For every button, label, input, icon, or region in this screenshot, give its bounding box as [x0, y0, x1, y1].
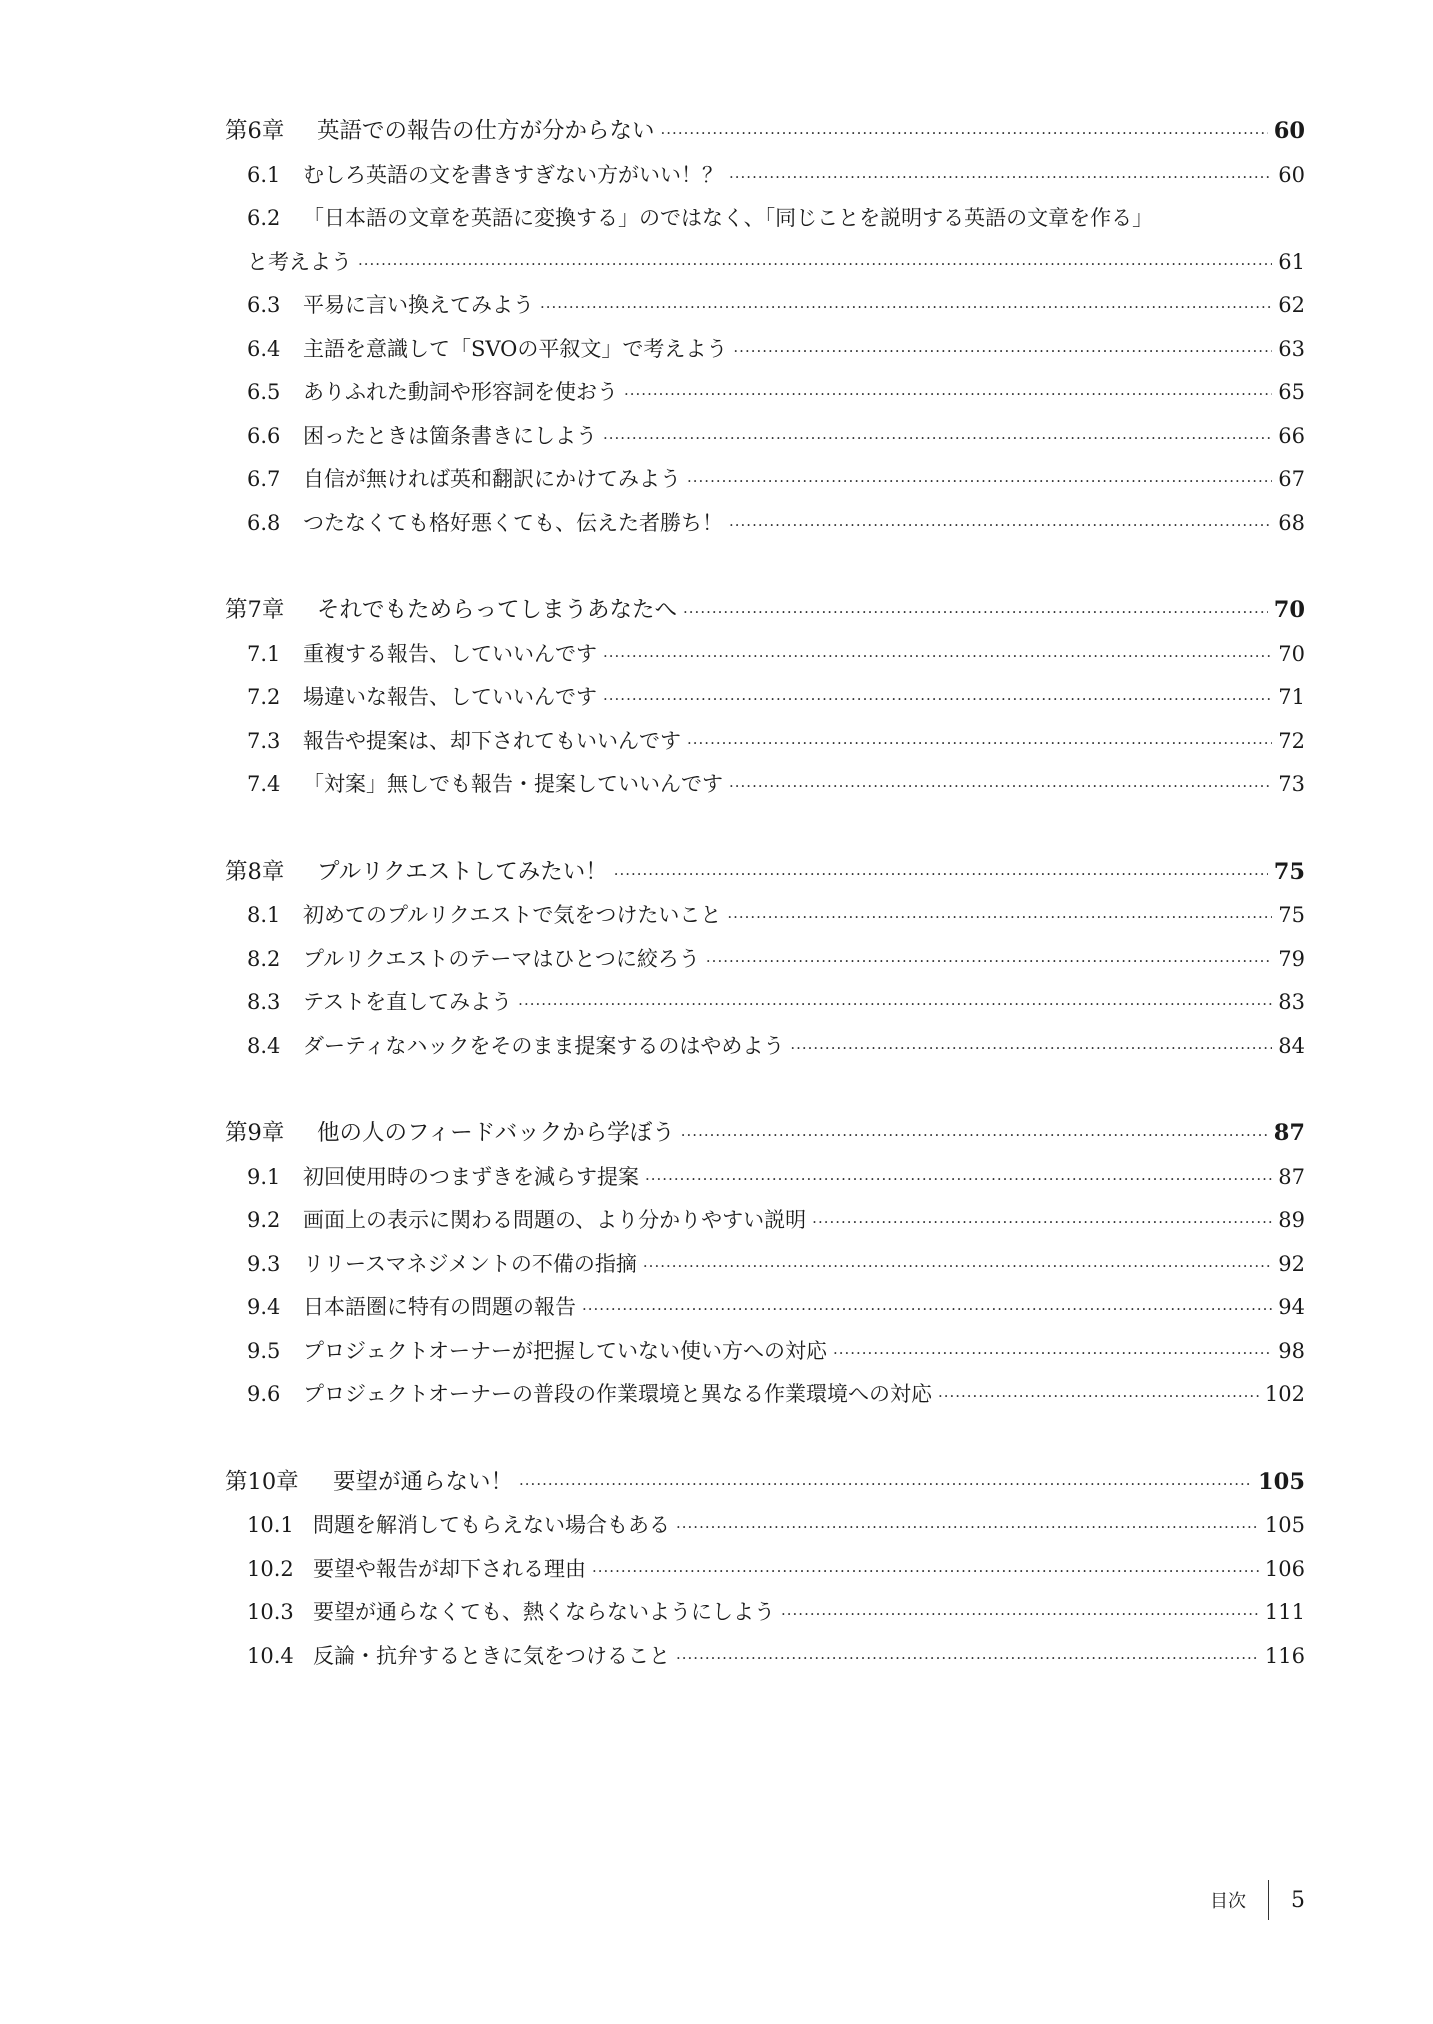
chapter-number: 第7章	[225, 597, 285, 623]
footer-label: 目次	[1210, 1891, 1246, 1912]
section-number: 6.7	[247, 467, 281, 491]
leader-dots	[781, 1593, 1259, 1637]
page-number: 66	[1278, 423, 1305, 448]
leader-dots	[603, 678, 1272, 722]
section-title: 初めてのプルリクエストで気をつけたいこと	[303, 903, 722, 927]
section-entry[interactable]	[225, 1243, 1305, 1287]
section-entry[interactable]	[225, 1286, 1305, 1330]
leader-dots	[727, 896, 1272, 940]
chapter-title: 要望が通らない！	[333, 1468, 514, 1495]
section-entry-continuation[interactable]	[225, 241, 1305, 285]
leader-dots	[676, 1637, 1259, 1681]
leader-dots	[729, 504, 1272, 548]
section-number: 6.1	[247, 162, 281, 187]
page-number: 68	[1278, 510, 1305, 535]
page-number: 87	[1278, 1164, 1305, 1189]
section-entry[interactable]	[225, 981, 1305, 1025]
page-number: 87	[1273, 1120, 1305, 1146]
page-number: 83	[1278, 990, 1305, 1014]
section-title: 日本語圏に特有の問題の報告	[303, 1295, 576, 1319]
leader-dots	[519, 1463, 1252, 1507]
leader-dots	[790, 1027, 1272, 1071]
section-title: つたなくても格好悪くても、伝えた者勝ち！	[303, 510, 723, 535]
chapter-title: それでもためらってしまうあなたへ	[317, 597, 678, 623]
page-number: 105	[1258, 1468, 1305, 1495]
section-entry[interactable]	[225, 1504, 1305, 1548]
section-title: 困ったときは箇条書きにしよう	[303, 423, 597, 448]
leader-dots	[729, 765, 1272, 809]
page-number: 72	[1278, 728, 1305, 753]
section-number: 10.3	[247, 1600, 294, 1624]
section-number: 9.1	[247, 1164, 281, 1189]
section-title: ダーティなハックをそのまま提案するのはやめよう	[303, 1033, 785, 1058]
section-title: 問題を解消してもらえない場合もある	[313, 1513, 670, 1537]
chapter-title: 英語での報告の仕方が分からない	[317, 118, 655, 144]
page-number: 70	[1273, 597, 1305, 623]
page-number: 62	[1278, 293, 1305, 317]
leader-dots	[938, 1375, 1259, 1419]
section-title: 「対案」無しでも報告・提案していいんです	[303, 772, 723, 796]
section-number: 8.2	[247, 946, 281, 971]
section-entry[interactable]	[225, 415, 1305, 459]
section-title: 主語を意識して「SVOの平叙文」で考えよう	[303, 336, 728, 361]
chapter-block	[225, 851, 1305, 1069]
section-entry[interactable]	[225, 1548, 1305, 1592]
leader-dots	[661, 112, 1268, 156]
section-title: 要望が通らなくても、熱くならないようにしよう	[313, 1600, 775, 1624]
chapter-block	[225, 110, 1305, 545]
section-title: 画面上の表示に関わる問題の、より分かりやすい説明	[303, 1208, 807, 1232]
section-entry[interactable]	[225, 1156, 1305, 1200]
section-entry[interactable]	[225, 328, 1305, 372]
page-number: 67	[1278, 467, 1305, 491]
leader-dots	[729, 156, 1272, 200]
section-entry[interactable]	[225, 1635, 1305, 1679]
chapter-number: 第8章	[225, 858, 285, 885]
footer-divider	[1268, 1880, 1269, 1920]
leader-dots	[603, 635, 1272, 679]
page-number: 75	[1278, 903, 1305, 927]
leader-dots	[614, 853, 1268, 897]
leader-dots	[706, 940, 1272, 984]
page-footer	[1210, 1880, 1305, 1920]
page-number: 79	[1278, 946, 1305, 971]
leader-dots	[603, 417, 1272, 461]
section-title: むしろ英語の文を書きすぎない方がいい！？	[303, 162, 723, 187]
leader-dots	[812, 1201, 1272, 1245]
page-number: 116	[1264, 1643, 1305, 1668]
leader-dots	[681, 1114, 1268, 1158]
section-number: 8.4	[247, 1033, 281, 1058]
section-number: 8.1	[247, 903, 281, 927]
section-title: 初回使用時のつまずきを減らす提案	[303, 1164, 639, 1189]
section-entry[interactable]	[225, 284, 1305, 328]
chapter-heading[interactable]	[225, 589, 1305, 633]
leader-dots	[676, 1506, 1259, 1550]
chapter-heading[interactable]	[225, 1461, 1305, 1505]
chapter-number: 第6章	[225, 118, 285, 144]
section-number: 7.3	[247, 728, 281, 753]
page-number: 102	[1264, 1382, 1305, 1406]
page-number: 60	[1273, 118, 1305, 144]
page-number: 106	[1264, 1556, 1305, 1581]
folio-page-number: 5	[1291, 1887, 1305, 1913]
section-number: 7.1	[247, 641, 281, 666]
section-number: 9.3	[247, 1251, 281, 1276]
leader-dots	[643, 1245, 1272, 1289]
chapter-block	[225, 1112, 1305, 1417]
page-number: 61	[1278, 249, 1305, 274]
leader-dots	[582, 1288, 1272, 1332]
section-entry[interactable]	[225, 197, 1305, 241]
section-title: リリースマネジメントの不備の指摘	[303, 1251, 637, 1276]
table-of-contents	[225, 110, 1305, 1722]
section-number: 7.4	[247, 772, 281, 796]
leader-dots	[683, 591, 1268, 635]
leader-dots	[733, 330, 1272, 374]
section-entry[interactable]	[225, 1199, 1305, 1243]
page-number: 105	[1264, 1513, 1305, 1537]
section-title: ありふれた動詞や形容詞を使おう	[303, 380, 618, 404]
section-number: 6.6	[247, 423, 281, 448]
section-number: 9.5	[247, 1338, 281, 1363]
section-number: 7.2	[247, 685, 281, 709]
page-number: 73	[1278, 772, 1305, 796]
chapter-title: プルリクエストしてみたい！	[317, 858, 608, 885]
section-number: 8.3	[247, 990, 281, 1014]
chapter-title: 他の人のフィードバックから学ぼう	[317, 1120, 675, 1146]
section-entry[interactable]	[225, 633, 1305, 677]
section-entry[interactable]	[225, 894, 1305, 938]
section-title: 報告や提案は、却下されてもいいんです	[303, 728, 681, 753]
section-entry[interactable]	[225, 458, 1305, 502]
leader-dots	[540, 286, 1272, 330]
page-number: 71	[1278, 685, 1305, 709]
section-title: 自信が無ければ英和翻訳にかけてみよう	[303, 467, 681, 491]
section-entry[interactable]	[225, 720, 1305, 764]
section-entry[interactable]	[225, 938, 1305, 982]
section-entry[interactable]	[225, 371, 1305, 415]
section-entry[interactable]	[225, 676, 1305, 720]
section-entry[interactable]	[225, 763, 1305, 807]
section-entry[interactable]	[225, 1025, 1305, 1069]
section-title: プルリクエストのテーマはひとつに絞ろう	[303, 946, 700, 971]
page-number: 94	[1278, 1295, 1305, 1319]
section-entry[interactable]	[225, 154, 1305, 198]
leader-dots	[518, 983, 1272, 1027]
section-number: 6.5	[247, 380, 281, 404]
section-number: 9.2	[247, 1208, 281, 1232]
page-number: 98	[1278, 1338, 1305, 1363]
section-number: 9.4	[247, 1295, 281, 1319]
section-title: 要望や報告が却下される理由	[313, 1556, 586, 1581]
leader-dots	[833, 1332, 1272, 1376]
page-number: 63	[1278, 336, 1305, 361]
section-title: プロジェクトオーナーが把握していない使い方への対応	[303, 1338, 827, 1363]
chapter-number: 第10章	[225, 1468, 299, 1495]
section-title: 重複する報告、していいんです	[303, 641, 597, 666]
section-entry[interactable]	[225, 1591, 1305, 1635]
page-number: 70	[1278, 641, 1305, 666]
chapter-number: 第9章	[225, 1120, 285, 1146]
page-number: 60	[1278, 162, 1305, 187]
section-number: 10.1	[247, 1513, 294, 1537]
section-number: 6.8	[247, 510, 281, 535]
section-number: 10.4	[247, 1643, 294, 1668]
chapter-heading[interactable]	[225, 1112, 1305, 1156]
section-title: プロジェクトオーナーの普段の作業環境と異なる作業環境への対応	[303, 1382, 932, 1406]
page-number: 92	[1278, 1251, 1305, 1276]
section-title: 平易に言い換えてみよう	[303, 293, 534, 317]
section-title: テストを直してみよう	[303, 990, 513, 1014]
section-entry[interactable]	[225, 502, 1305, 546]
page-number: 75	[1273, 858, 1305, 885]
section-number: 6.3	[247, 293, 281, 317]
leader-dots	[645, 1158, 1272, 1202]
page-number: 65	[1278, 380, 1305, 404]
chapter-heading[interactable]	[225, 110, 1305, 154]
section-entry[interactable]	[225, 1373, 1305, 1417]
section-title: 反論・抗弁するときに気をつけること	[313, 1643, 670, 1668]
section-number: 6.4	[247, 336, 281, 361]
leader-dots	[592, 1550, 1259, 1594]
leader-dots	[687, 722, 1272, 766]
section-number: 10.2	[247, 1556, 294, 1581]
page-number: 89	[1278, 1208, 1305, 1232]
section-number: 9.6	[247, 1382, 281, 1406]
section-entry[interactable]	[225, 1330, 1305, 1374]
chapter-heading[interactable]	[225, 851, 1305, 895]
chapter-block	[225, 589, 1305, 807]
leader-dots	[687, 460, 1272, 504]
chapter-block	[225, 1461, 1305, 1679]
leader-dots	[624, 373, 1272, 417]
page-number: 111	[1264, 1600, 1305, 1624]
leader-dots	[358, 243, 1272, 287]
page-number: 84	[1278, 1033, 1305, 1058]
section-title: 場違いな報告、していいんです	[303, 685, 597, 709]
section-number: 6.2	[247, 206, 281, 230]
section-title-continuation: と考えよう	[247, 249, 352, 274]
section-title: 「日本語の文章を英語に変換する」のではなく、「同じことを説明する英語の文章を作る」	[303, 206, 1154, 230]
